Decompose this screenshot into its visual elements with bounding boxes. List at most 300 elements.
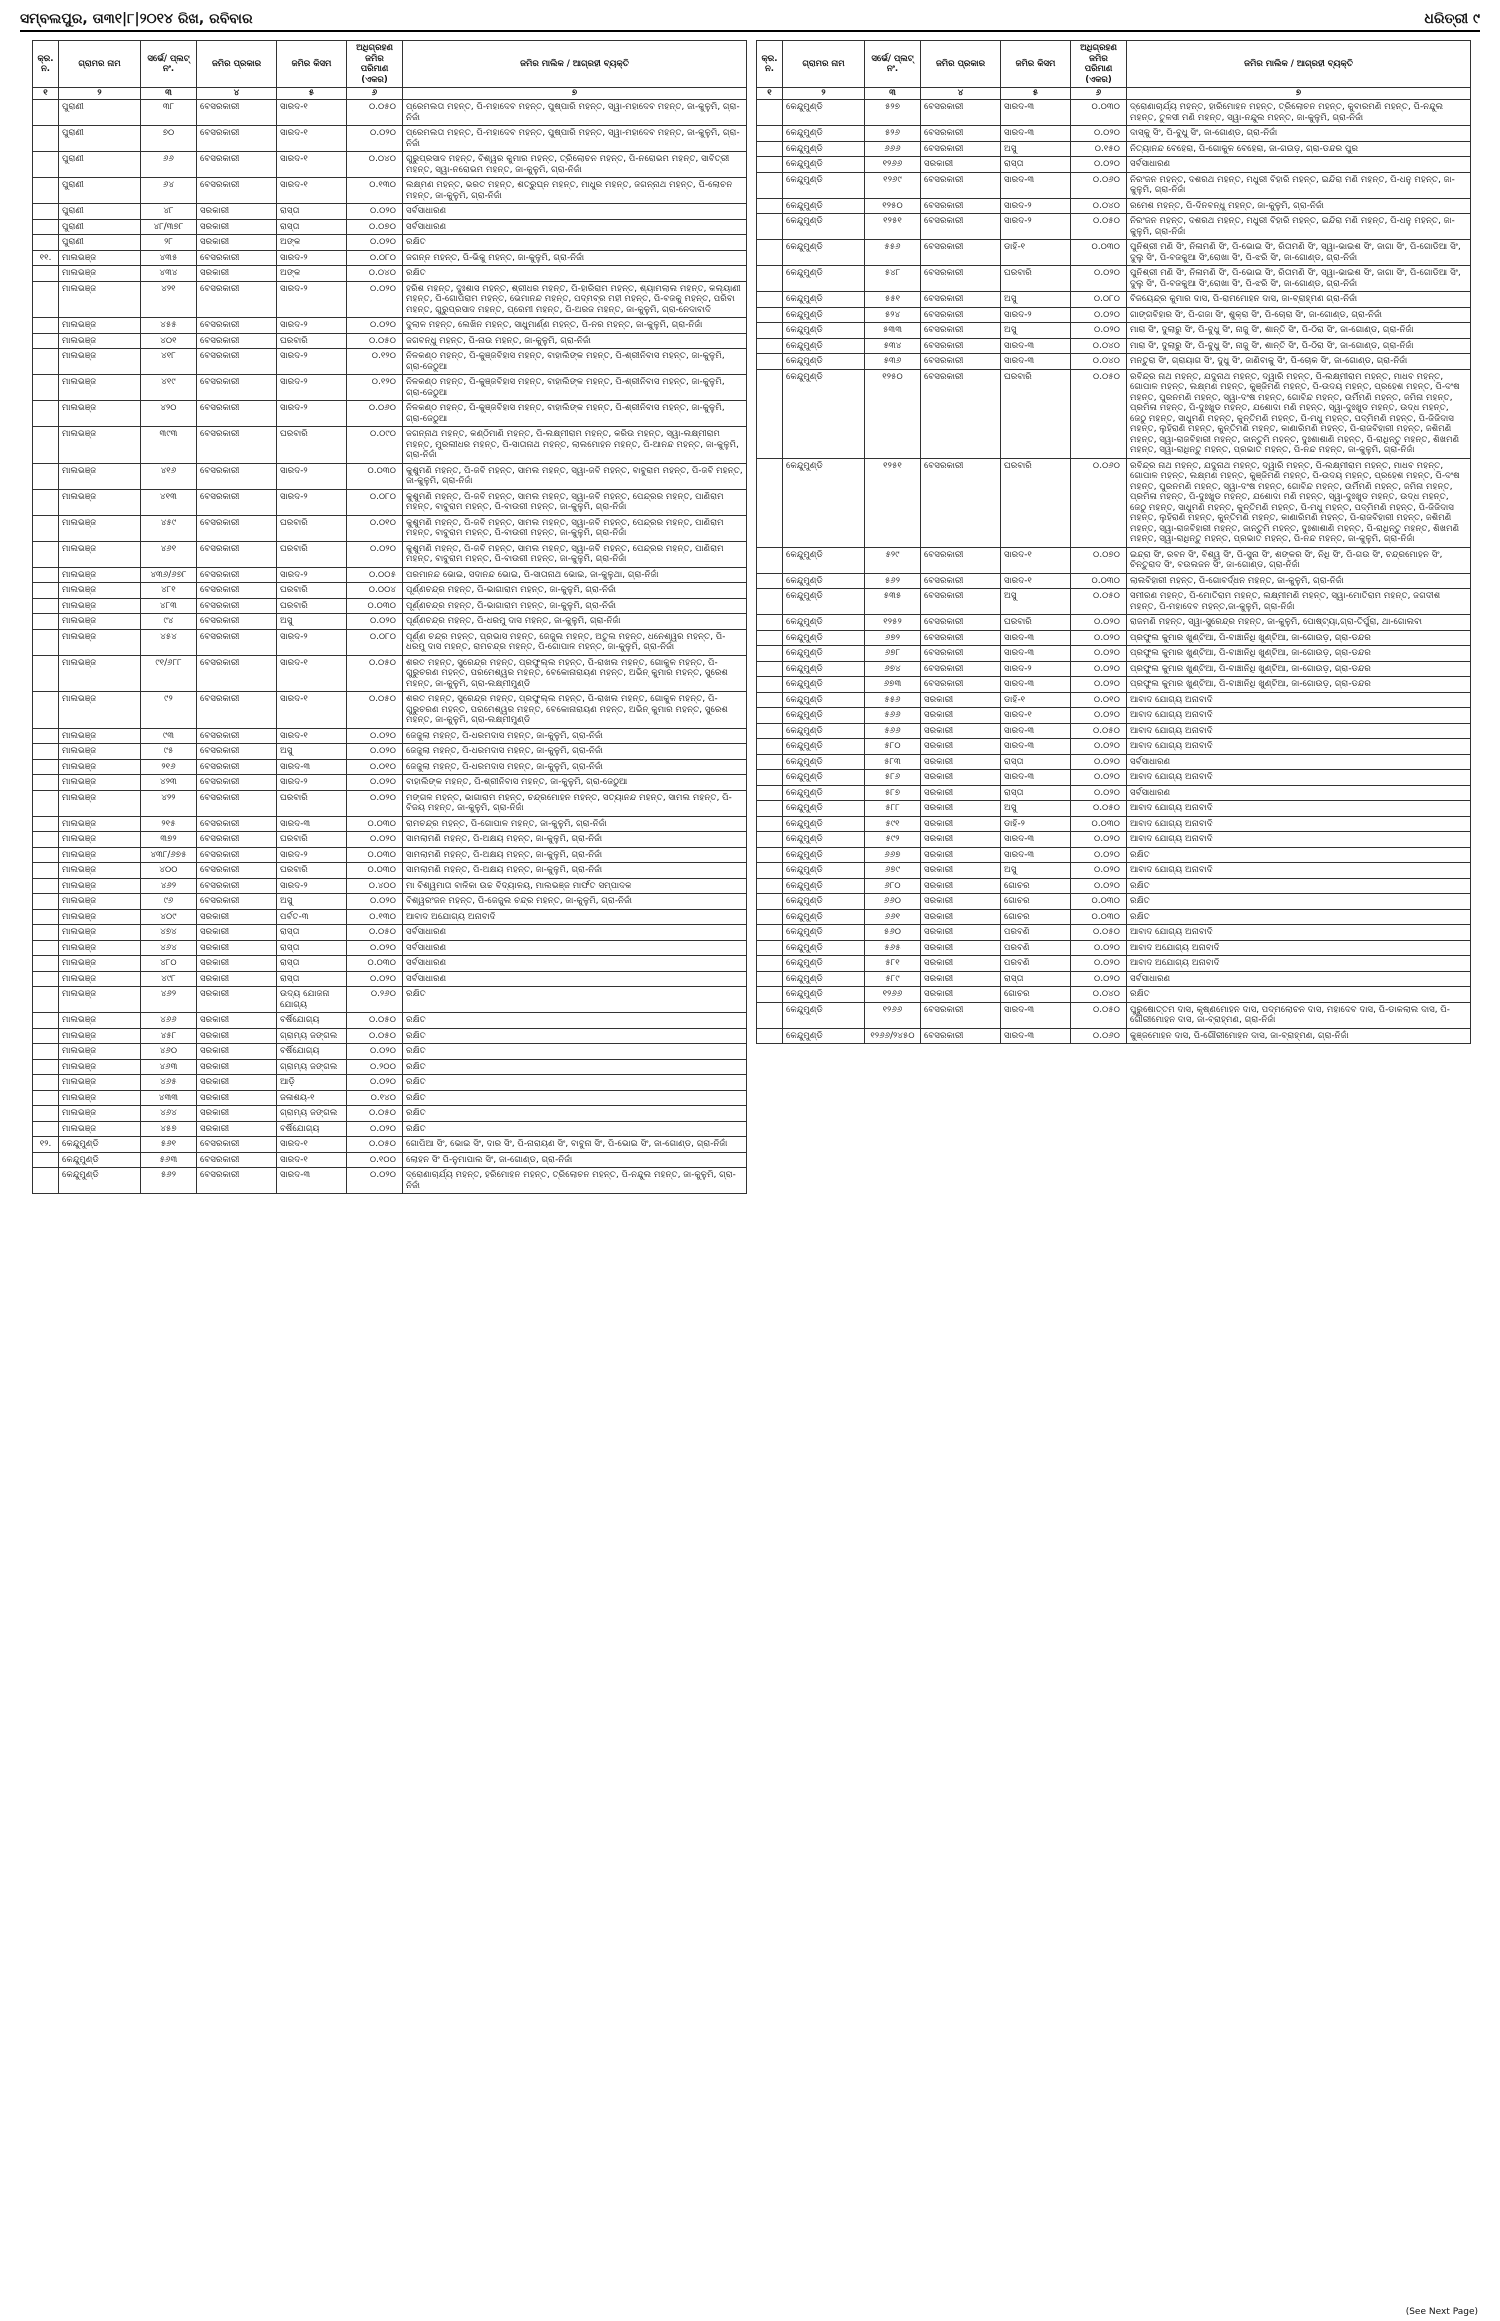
cell-area: ୦.୦୨୦ — [1071, 940, 1127, 956]
cell-village: ପୁରାଣୀ — [59, 126, 141, 152]
cell-sl — [757, 266, 783, 292]
cell-plot: ୫୫୬ — [865, 240, 921, 266]
col-header-type: ଜମିର ପ୍ରକାର — [197, 41, 277, 88]
cell-kisam: ସାରଦ-୨ — [1001, 307, 1071, 323]
cell-sl — [33, 1028, 59, 1044]
cell-owner: ମାରା ସିଂ, ଦୁଲାରୁ ସିଂ, ପି-ବୁଧୁ ସିଂ, ନାଜୁ ସିଂ, ଶାନ୍ତି ସିଂ, ପି-ଠିରା ସିଂ, ଜା-ଗୋଣ୍ଡ, ଗ୍ରା-ନିଜାଁ — [1127, 338, 1471, 354]
table-row — [33, 598, 747, 614]
cell-area: ୦.୦୫୦ — [347, 1137, 403, 1153]
cell-village: କେନ୍ଦୁମୁଣ୍ଡି — [783, 1002, 865, 1028]
cell-owner: ପୁରୁଷୋତ୍ତମ ଦାସ, କୃଷ୍ଣମୋହନ ଦାସ, ପଦ୍ମଲୋଚନ ଦାସ, ମହାଦେବ ଦାସ, ପି-ଡାକଲାଲ ଦାସ, ପି-ଗୌରୀମୋହନ ଦାସ, ଜା-ବ୍ରାହ୍ମଣ, ଗ୍ରା-ନିଜାଁ — [1127, 1002, 1471, 1028]
col-header-area: ଅଧିଗ୍ରହଣ ଜମିର ପରିମାଣ (ଏକର) — [347, 41, 403, 88]
cell-land-type: ବେସରକାରୀ — [197, 250, 277, 266]
table-row — [757, 785, 1471, 801]
cell-village: ମାଲଭଞ୍ଜ — [59, 940, 141, 956]
cell-owner: ପ୍ରଫୁଲ କୁମାର ଖୁଣ୍ଟିଆ, ପି-ବାଞ୍ଚାନିଧି ଖୁଣ୍ଟିଆ, ଜା-ଗୋଉଡ଼, ଗ୍ରା-ଡନ୍ଦର — [1127, 661, 1471, 677]
cell-owner: ବିଶ୍ୱରଂଜନ ମହନ୍ତ, ପି-ଜେଜୁଲ ଚନ୍ଦ୍ର ମହନ୍ତ, ଜା-କୁଳୁମି, ଗ୍ରା-ନିଜାଁ — [403, 894, 747, 910]
cell-owner: ରକ୍ଷିତ — [403, 235, 747, 251]
cell-sl — [33, 333, 59, 349]
cell-plot: ୪୬୩ — [141, 1059, 197, 1075]
cell-kisam: ବର୍ଷିଯୋଗ୍ୟ — [277, 1121, 347, 1137]
cell-village: କେନ୍ଦୁମୁଣ୍ଡି — [783, 863, 865, 879]
cell-kisam: ସାରଦ-୩ — [1001, 646, 1071, 662]
cell-owner: ଆବାଦ ଅଯୋଗ୍ୟ ଅନାବାଦି — [403, 909, 747, 925]
table-row — [33, 655, 747, 692]
cell-owner: ରକ୍ଷିତ — [403, 1013, 747, 1029]
cell-village: କେନ୍ଦୁମୁଣ୍ଡି — [783, 692, 865, 708]
cell-village: କେନ୍ଦୁମୁଣ୍ଡି — [783, 126, 865, 142]
table-row — [33, 744, 747, 760]
table-row — [757, 832, 1471, 848]
table-row — [757, 323, 1471, 339]
cell-sl — [33, 318, 59, 334]
cell-land-type: ବେସରକାରୀ — [921, 292, 1001, 308]
cell-area: ୦.୦୨୦ — [347, 318, 403, 334]
cell-sl — [33, 349, 59, 375]
cell-owner: ଦାସ୍କୁ ସିଂ, ପି-ବୁଧୁ ସିଂ, ଜା-ଗୋଣ୍ଡ, ଗ୍ରା-ନିଜାଁ — [1127, 126, 1471, 142]
cell-land-type: ବେସରକାରୀ — [197, 878, 277, 894]
cell-land-type: ସରକାରୀ — [921, 801, 1001, 817]
cell-owner: ସର୍ବସାଧାରଣ — [1127, 785, 1471, 801]
cell-land-type: ବେସରକାରୀ — [921, 369, 1001, 458]
table-row — [757, 940, 1471, 956]
cell-village: କେନ୍ଦୁମୁଣ୍ଡି — [783, 198, 865, 214]
table-row — [757, 354, 1471, 370]
table-row — [33, 863, 747, 879]
cell-land-type: ସରକାରୀ — [921, 754, 1001, 770]
cell-village: ପୁରାଣୀ — [59, 100, 141, 126]
cell-area: ୦.୦୫୦ — [1071, 801, 1127, 817]
cell-land-type: ସରକାରୀ — [921, 785, 1001, 801]
cell-area: ୦.୦୩୦ — [1071, 100, 1127, 126]
cell-sl — [33, 878, 59, 894]
cell-sl — [33, 1106, 59, 1122]
cell-plot: ୫୬୩ — [141, 1152, 197, 1168]
cell-kisam: ସାରଦ-୨ — [277, 250, 347, 266]
cell-owner: ସାମଲାମଣି ମହନ୍ତ, ପି-ଅକ୍ଷୟ ମହନ୍ତ, ଜା-କୁଳୁମି, ଗ୍ରା-ନିଜାଁ — [403, 847, 747, 863]
cell-land-type: ସରକାରୀ — [921, 909, 1001, 925]
cell-area: ୦.୦୩୦ — [1071, 240, 1127, 266]
cell-area: ୦.୦୨୦ — [347, 832, 403, 848]
cell-plot: ୫୯୧ — [865, 816, 921, 832]
cell-area: ୦.୦୪୦ — [1071, 198, 1127, 214]
cell-village: କେନ୍ଦୁମୁଣ୍ଡି — [783, 141, 865, 157]
cell-sl — [33, 126, 59, 152]
cell-land-type: ବେସରକାରୀ — [197, 832, 277, 848]
cell-area: ୦.୦୨୦ — [347, 614, 403, 630]
cell-owner: ରକ୍ଷିତ — [403, 1044, 747, 1060]
cell-area: ୦.୦୨୦ — [1071, 863, 1127, 879]
cell-plot: ୪୫୪ — [141, 629, 197, 655]
cell-sl — [33, 971, 59, 987]
cell-land-type: ବେସରକାରୀ — [197, 178, 277, 204]
cell-sl — [33, 401, 59, 427]
cell-sl — [757, 739, 783, 755]
cell-area: ୦.୦୨୦ — [1071, 785, 1127, 801]
cell-sl — [757, 573, 783, 589]
cell-kisam: ସାରଦ-୨ — [277, 775, 347, 791]
cell-area: ୦.୦୨୦ — [347, 775, 403, 791]
cell-plot: ୪୩୬/୬୭୮ — [141, 567, 197, 583]
cell-land-type: ବେସରକାରୀ — [921, 141, 1001, 157]
cell-land-type: ସରକାରୀ — [921, 708, 1001, 724]
cell-village: ମାଲଭଞ୍ଜ — [59, 894, 141, 910]
cell-plot: ୪୦୦ — [141, 863, 197, 879]
cell-kisam: ଡାହି-୨ — [1001, 816, 1071, 832]
cell-sl — [757, 708, 783, 724]
table-row — [33, 515, 747, 541]
cell-land-type: ବେସରକାରୀ — [921, 615, 1001, 631]
cell-kisam: ଗ୍ରାମ୍ୟ ଜଙ୍ଗଲ — [277, 1028, 347, 1044]
cell-village: କେନ୍ଦୁମୁଣ୍ଡି — [783, 573, 865, 589]
cell-sl — [33, 759, 59, 775]
cell-owner: ଆବାଦ ଯୋଗ୍ୟ ଅନାବାଦି — [1127, 925, 1471, 941]
cell-owner: ରକ୍ଷିତ — [1127, 894, 1471, 910]
cell-plot: ୬୬୭ — [865, 847, 921, 863]
cell-sl — [33, 832, 59, 848]
cell-sl — [33, 235, 59, 251]
cell-land-type: ସରକାରୀ — [921, 878, 1001, 894]
table-row — [33, 940, 747, 956]
cell-village: କେନ୍ଦୁମୁଣ୍ଡି — [783, 956, 865, 972]
cell-plot: ୩୯୩ — [141, 427, 197, 464]
cell-kisam: ପର୍ବତ-୩ — [277, 909, 347, 925]
col-number: ୩ — [141, 88, 197, 100]
cell-kisam: ଅସୁ — [277, 894, 347, 910]
table-row — [33, 832, 747, 848]
cell-kisam: ରାସ୍ତା — [277, 956, 347, 972]
col-header-kisam: ଜମିର କିସମ — [1001, 41, 1071, 88]
cell-land-type: ସରକାରୀ — [197, 1121, 277, 1137]
cell-kisam: ସାରଦ-୨ — [1001, 198, 1071, 214]
cell-area: ୦.୦୨୦ — [347, 541, 403, 567]
cell-kisam: ଗ୍ରାମ୍ୟ ଜଙ୍ଗଲ — [277, 1106, 347, 1122]
cell-village: କେନ୍ଦୁମୁଣ୍ଡି — [783, 754, 865, 770]
cell-owner: ରକ୍ଷିତ — [1127, 847, 1471, 863]
cell-sl — [33, 598, 59, 614]
cell-sl — [757, 940, 783, 956]
cell-plot: ୪୧୯ — [141, 375, 197, 401]
cell-owner: ରକ୍ଷିତ — [1127, 987, 1471, 1003]
col-number: ୪ — [921, 88, 1001, 100]
cell-village: କେନ୍ଦୁମୁଣ୍ଡି — [783, 214, 865, 240]
cell-kisam: ସାରଦ-୧ — [277, 692, 347, 729]
cell-village: ମାଲଭଞ୍ଜ — [59, 775, 141, 791]
cell-owner: ବାହାଲିଙ୍କ ମହନ୍ତ, ପି-ଶ୍ରୀନିବାସ ମହନ୍ତ, ଜା-କୁଳୁମି, ଗ୍ରା-ଜେଠୁଆ — [403, 775, 747, 791]
cell-plot: ୬୬ — [141, 152, 197, 178]
cell-owner: ସର୍ବସାଧାରଣ — [403, 956, 747, 972]
cell-plot: ୫୬୨ — [865, 573, 921, 589]
cell-area: ୦.୦୨୦ — [1071, 971, 1127, 987]
cell-sl — [757, 863, 783, 879]
col-number: ୩ — [865, 88, 921, 100]
cell-owner: ଆବାଦ ଯୋଗ୍ୟ ଅନାବାଦି — [1127, 863, 1471, 879]
col-number: ୬ — [347, 88, 403, 100]
cell-village: କେନ୍ଦୁମୁଣ୍ଡି — [783, 739, 865, 755]
cell-village: ମାଲଭଞ୍ଜ — [59, 629, 141, 655]
cell-plot: ୪୩୩ — [141, 1090, 197, 1106]
cell-kisam: ଅସୁ — [277, 744, 347, 760]
cell-area: ୦.୦୫୦ — [347, 655, 403, 692]
cell-sl — [757, 832, 783, 848]
cell-land-type: ବେସରକାରୀ — [197, 515, 277, 541]
cell-village: କେନ୍ଦୁମୁଣ୍ଡି — [783, 801, 865, 817]
cell-plot: ୪୫୫ — [141, 318, 197, 334]
cell-owner: ରମେଶ ମହନ୍ତ, ପି-ଦିନବନ୍ଧୁ ମହନ୍ତ, ଜା-କୁଳୁମି, ଗ୍ରା-ନିଜାଁ — [1127, 198, 1471, 214]
cell-owner: ନିତ୍ୟାନନ୍ଦ ବେହେରା, ପି-ଗୋକୁଳ ବେହେରା, ଜା-ଗଉଡ଼, ଗ୍ରା-ଡନ୍ଦର ପୁର — [1127, 141, 1471, 157]
cell-area: ୦.୦୪୦ — [347, 152, 403, 178]
cell-plot: ୧୨୫୦ — [865, 369, 921, 458]
cell-owner: ସର୍ବସାଧାରଣ — [1127, 971, 1471, 987]
cell-plot: ୫୩୬ — [865, 354, 921, 370]
cell-area: ୦.୦୨୦ — [347, 1168, 403, 1194]
cell-village: ମାଲଭଞ୍ଜ — [59, 925, 141, 941]
cell-owner: ପ୍ରଫୁଲ କୁମାର ଖୁଣ୍ଟିଆ, ପି-ବାଞ୍ଚାନିଧି ଖୁଣ୍ଟିଆ, ଜା-ଗୋଉଡ଼, ଗ୍ରା-ଡନ୍ଦର — [1127, 630, 1471, 646]
cell-plot: ୪୬୬ — [141, 1013, 197, 1029]
cell-owner: ରକ୍ଷିତ — [403, 1121, 747, 1137]
table-row — [33, 1168, 747, 1194]
cell-land-type: ବେସରକାରୀ — [197, 790, 277, 816]
cell-owner: ପ୍ରଫୁଲ କୁମାର ଖୁଣ୍ଟିଆ, ପି-ବାଞ୍ଚାନିଧି ଖୁଣ୍ଟିଆ, ଜା-ଗୋଉଡ଼, ଗ୍ରା-ଡନ୍ଦର — [1127, 646, 1471, 662]
cell-area: ୦.୦୨୦ — [1071, 878, 1127, 894]
cell-plot: ୪୨୨ — [141, 790, 197, 816]
table-row — [33, 1075, 747, 1091]
cell-owner: ଗାଙ୍ଗବିହାର ସିଂ, ପି-ଗଜା ସିଂ, ଶୁକ୍ରା ସିଂ, ପି-ଚୋରା ସିଂ, ଜା-ଗୋଣ୍ଡ, ଗ୍ରା-ନିଜାଁ — [1127, 307, 1471, 323]
cell-plot: ୫୮୦ — [865, 739, 921, 755]
cell-area: ୦.୨୦୦ — [347, 1059, 403, 1075]
cell-land-type: ସରକାରୀ — [197, 971, 277, 987]
cell-village: କେନ୍ଦୁମୁଣ୍ଡି — [783, 785, 865, 801]
cell-kisam: ଅସୁ — [1001, 863, 1071, 879]
table-row — [33, 816, 747, 832]
cell-kisam: ସାରଦ-୧ — [1001, 547, 1071, 573]
table-row — [33, 987, 747, 1013]
cell-area: ୦.୦୨୦ — [347, 126, 403, 152]
cell-area: ୦.୦୫୦ — [347, 692, 403, 729]
cell-kisam: ବର୍ଷିଯୋଗ୍ୟ — [277, 1044, 347, 1060]
cell-sl — [33, 1075, 59, 1091]
table-row — [33, 100, 747, 126]
table-row — [757, 878, 1471, 894]
cell-sl — [33, 1059, 59, 1075]
cell-kisam: ରାସ୍ତା — [277, 940, 347, 956]
cell-sl — [33, 847, 59, 863]
cell-plot: ୬୭୯ — [865, 863, 921, 879]
cell-owner: ସର୍ବସାଧାରଣ — [1127, 754, 1471, 770]
col-header-plot: ସର୍ଭେ/ ପ୍ଲଟ୍ ନଂ. — [865, 41, 921, 88]
cell-village: କେନ୍ଦୁମୁଣ୍ଡି — [783, 1028, 865, 1044]
cell-plot: ୪୧୮ — [141, 349, 197, 375]
cell-sl — [33, 1044, 59, 1060]
cell-kisam: ଘରବାରି — [277, 427, 347, 464]
cell-land-type: ସରକାରୀ — [197, 219, 277, 235]
table-row — [33, 401, 747, 427]
cell-land-type: ସରକାରୀ — [921, 692, 1001, 708]
cell-owner: ସାମଲାମଣି ମହନ୍ତ, ପି-ଅକ୍ଷୟ ମହନ୍ତ, ଜା-କୁଳୁମି, ଗ୍ରା-ନିଜାଁ — [403, 863, 747, 879]
cell-area: ୦.୦୨୦ — [1071, 677, 1127, 693]
cell-owner: ରକ୍ଷିତ — [403, 1028, 747, 1044]
table-row — [33, 790, 747, 816]
cell-area: ୦.୦୨୦ — [1071, 126, 1127, 142]
cell-sl — [33, 1013, 59, 1029]
cell-owner: ନିରଂଜନ ମହନ୍ତ, ଦଶରଥ ମହନ୍ତ, ମଧୁରୀ ବିହାରି ମହନ୍ତ, ଇନ୍ଦିରା ମଣି ମହନ୍ତ, ପି-ଧନୁ ମହନ୍ତ, ଜା-କୁଳୁମି, ଗ୍ରା-ନିଜାଁ — [1127, 172, 1471, 198]
cell-land-type: ବେସରକାରୀ — [197, 375, 277, 401]
cell-kisam: ରାସ୍ତା — [277, 219, 347, 235]
table-row — [33, 1106, 747, 1122]
cell-sl — [33, 489, 59, 515]
cell-kisam: ସାରଦ-୨ — [1001, 661, 1071, 677]
cell-area: ୦.୦୯୦ — [347, 427, 403, 464]
cell-land-type: ବେସରକାରୀ — [197, 744, 277, 760]
cell-area: ୦.୦୮୦ — [1071, 292, 1127, 308]
cell-plot: ୬୭୨ — [865, 630, 921, 646]
cell-area: ୦.୦୨୦ — [347, 971, 403, 987]
cell-land-type: ବେସରକାରୀ — [197, 489, 277, 515]
col-number: ୬ — [1071, 88, 1127, 100]
cell-owner: ଲକ୍ଷ୍ମଣ ମହନ୍ତ, ଭରତ ମହନ୍ତ, ଶତ୍ରୁଘ୍ନ ମହନ୍ତ, ମାଧୁର ମହନ୍ତ, ଜଗନ୍ନାଥ ମହନ୍ତ, ପି-ଲୋଚନ ମହନ୍ତ, ଜା-କୁଳୁମି, ଗ୍ରା-ନିଜାଁ — [403, 178, 747, 204]
cell-plot: ୧୨୬୬/୨୪୫୦ — [865, 1028, 921, 1044]
cell-area: ୦.୦୨୦ — [347, 281, 403, 318]
cell-plot: ୬୭୮ — [865, 646, 921, 662]
table-row — [33, 894, 747, 910]
table-row — [757, 198, 1471, 214]
cell-kisam: ଘରବାରି — [277, 790, 347, 816]
cell-land-type: ବେସରକାରୀ — [197, 614, 277, 630]
cell-village: ମାଲଭଞ୍ଜ — [59, 1044, 141, 1060]
cell-sl — [33, 1090, 59, 1106]
cell-land-type: ବେସରକାରୀ — [197, 728, 277, 744]
table-row — [757, 369, 1471, 458]
table-row — [757, 338, 1471, 354]
table-row — [33, 463, 747, 489]
cell-area: ୦.୦୩୦ — [347, 816, 403, 832]
cell-sl — [757, 240, 783, 266]
left-column — [32, 40, 747, 2298]
cell-plot: ୬୮୦ — [865, 878, 921, 894]
table-row — [33, 349, 747, 375]
cell-land-type: ବେସରକାରୀ — [197, 281, 277, 318]
cell-owner: ନିଳକଣ୍ଠ ମହନ୍ତ, ପି-କୁଞ୍ଜବିହାସ ମହନ୍ତ, ବାହାଲିଙ୍କ ମହନ୍ତ, ପି-ଶ୍ରୀନିବାସ ମହନ୍ତ, ଜା-କୁଳୁମି, ଗ୍ରା-ଜେଠୁଆ — [403, 375, 747, 401]
cell-land-type: ବେସରକାରୀ — [921, 354, 1001, 370]
cell-sl — [33, 1168, 59, 1194]
cell-owner: ଇନ୍ଦ୍ରା ସିଂ, ରବନ ସିଂ, ବିଶ୍ୱ ସିଂ, ପି-ସୁନା ସିଂ, ଶଙ୍କର ସିଂ, ନିଧି ସିଂ, ପି-ଗଉ ସିଂ, ଚନ୍ଦ୍ରମୋହନ ସିଂ, ଚିନ୍ତୁରାଦ ସିଂ, ବଉଲଜନ ସିଂ, ଜା-ଗୋଣ୍ଡ, ଗ୍ରା-ନିଜାଁ — [1127, 547, 1471, 573]
cell-village: କେନ୍ଦୁମୁଣ୍ଡି — [783, 266, 865, 292]
cell-kisam: ଜଳାଶୟ-୧ — [277, 1090, 347, 1106]
cell-sl — [33, 1152, 59, 1168]
cell-area: ୦.୦୨୦ — [1071, 739, 1127, 755]
cell-kisam: ଘରବାରି — [277, 541, 347, 567]
cell-plot: ୭୦ — [141, 126, 197, 152]
cell-kisam: ରାସ୍ତା — [1001, 785, 1071, 801]
cell-land-type: ବେସରକାରୀ — [197, 318, 277, 334]
table-header-row — [33, 41, 747, 88]
cell-sl — [33, 775, 59, 791]
col-header-plot: ସର୍ଭେ/ ପ୍ଲଟ୍ ନଂ. — [141, 41, 197, 88]
cell-sl — [757, 785, 783, 801]
cell-land-type: ବେସରକାରୀ — [921, 266, 1001, 292]
cell-owner: ରକ୍ଷିତ — [403, 1075, 747, 1091]
cell-land-type: ସରକାରୀ — [197, 987, 277, 1013]
cell-land-type: ବେସରକାରୀ — [197, 598, 277, 614]
cell-sl: ୧୨. — [33, 1137, 59, 1153]
table-row — [757, 708, 1471, 724]
cell-sl — [33, 863, 59, 879]
table-row — [757, 925, 1471, 941]
cell-land-type: ସରକାରୀ — [921, 940, 1001, 956]
cell-kisam: ଅସୁ — [1001, 801, 1071, 817]
cell-land-type: ବେସରକାରୀ — [921, 589, 1001, 615]
cell-plot: ୧୨୬୯ — [865, 172, 921, 198]
cell-sl: ୧୧. — [33, 250, 59, 266]
cell-land-type: ବେସରକାରୀ — [197, 775, 277, 791]
cell-sl — [33, 956, 59, 972]
cell-kisam: ସାରଦ-୩ — [1001, 338, 1071, 354]
table-row — [33, 541, 747, 567]
cell-owner: ସର୍ବସାଧାରଣ — [1127, 157, 1471, 173]
cell-plot: ୪୬୫ — [141, 1075, 197, 1091]
cell-plot: ୧୨୫୧ — [865, 458, 921, 547]
cell-area: ୦.୦୩୦ — [1071, 816, 1127, 832]
cell-kisam: ଘରବାରି — [277, 515, 347, 541]
right-column — [756, 40, 1471, 2298]
cell-village: କେନ୍ଦୁମୁଣ୍ଡି — [783, 547, 865, 573]
cell-plot: ୬୬୧ — [865, 909, 921, 925]
cell-village: ମାଲଭଞ୍ଜ — [59, 266, 141, 282]
cell-area: ୦.୦୨୦ — [1071, 956, 1127, 972]
cell-land-type: ବେସରକାରୀ — [197, 100, 277, 126]
cell-village: କେନ୍ଦୁମୁଣ୍ଡି — [783, 589, 865, 615]
cell-village: ମାଲଭଞ୍ଜ — [59, 759, 141, 775]
col-header-sl: କ୍ର. ନ. — [757, 41, 783, 88]
table-row — [757, 573, 1471, 589]
cell-kisam: ସାରଦ-୩ — [1001, 723, 1071, 739]
cell-area: ୦.୧୦୦ — [347, 1152, 403, 1168]
cell-sl — [33, 940, 59, 956]
cell-land-type: ବେସରକାରୀ — [921, 214, 1001, 240]
cell-sl — [757, 323, 783, 339]
table-row — [33, 925, 747, 941]
cell-land-type: ସରକାରୀ — [197, 940, 277, 956]
cell-area: ୦.୦୫୦ — [347, 1106, 403, 1122]
land-table-left — [32, 40, 747, 1194]
cell-kisam: ସାରଦ-୨ — [277, 847, 347, 863]
cell-owner: ସମୀରଣ ମହନ୍ତ, ପି-ମୋତିରାମ ମହନ୍ତ, ଲକ୍ଷ୍ମୀମଣି ମହନ୍ତ, ସ୍ୱା-ମୋତିରାମ ମହନ୍ତ, ଜଗଦୀଶ ମହନ୍ତ, ପି-ମହାଦେବ ମହନ୍ତ,ଜା-କୁଳୁମି, ଗ୍ରା-ନିଜାଁ — [1127, 589, 1471, 615]
cell-village: ମାଲଭଞ୍ଜ — [59, 1090, 141, 1106]
cell-owner: ରାମଚନ୍ଦ୍ର ମହନ୍ତ, ପି-ଗୋପାଳ ମହନ୍ତ, ଜା-କୁଳୁମି, ଗ୍ରା-ନିଜାଁ — [403, 816, 747, 832]
cell-plot: ୬୪ — [141, 178, 197, 204]
cell-land-type: ସରକାରୀ — [921, 157, 1001, 173]
table-row — [33, 152, 747, 178]
table-row — [757, 100, 1471, 126]
cell-area: ୦.୦୬୦ — [1071, 1028, 1127, 1044]
cell-sl — [33, 219, 59, 235]
cell-land-type: ବେସରକାରୀ — [197, 583, 277, 599]
cell-sl — [33, 567, 59, 583]
cell-plot: ୫୩୩ — [865, 323, 921, 339]
cell-plot: ୫୬୧ — [141, 1137, 197, 1153]
cell-plot: ୧୨୬୬ — [865, 1002, 921, 1028]
cell-owner: ନିରଂଜନ ମହନ୍ତ, ଦଶରଥ ମହନ୍ତ, ମଧୁରୀ ବିହାରି ମହନ୍ତ, ଇନ୍ଦିରା ମଣି ମହନ୍ତ, ପି-ଧନୁ ମହନ୍ତ, ଜା-କୁଳୁମି, ଗ୍ରା-ନିଜାଁ — [1127, 214, 1471, 240]
cell-land-type: ବେସରକାରୀ — [197, 541, 277, 567]
cell-plot: ୫୬୬ — [865, 723, 921, 739]
cell-plot: ୫୫୬ — [865, 692, 921, 708]
cell-area: ୦.୦୮୦ — [347, 250, 403, 266]
cell-kisam: ଘରବାରି — [277, 583, 347, 599]
cell-kisam: ସାରଦ-୨ — [277, 489, 347, 515]
table-row — [33, 956, 747, 972]
cell-area: ୦.୦୨୦ — [1071, 708, 1127, 724]
col-header-owner: ଜମିର ମାଲିକ / ଆଗ୍ରହୀ ବ୍ୟକ୍ତି — [403, 41, 747, 88]
